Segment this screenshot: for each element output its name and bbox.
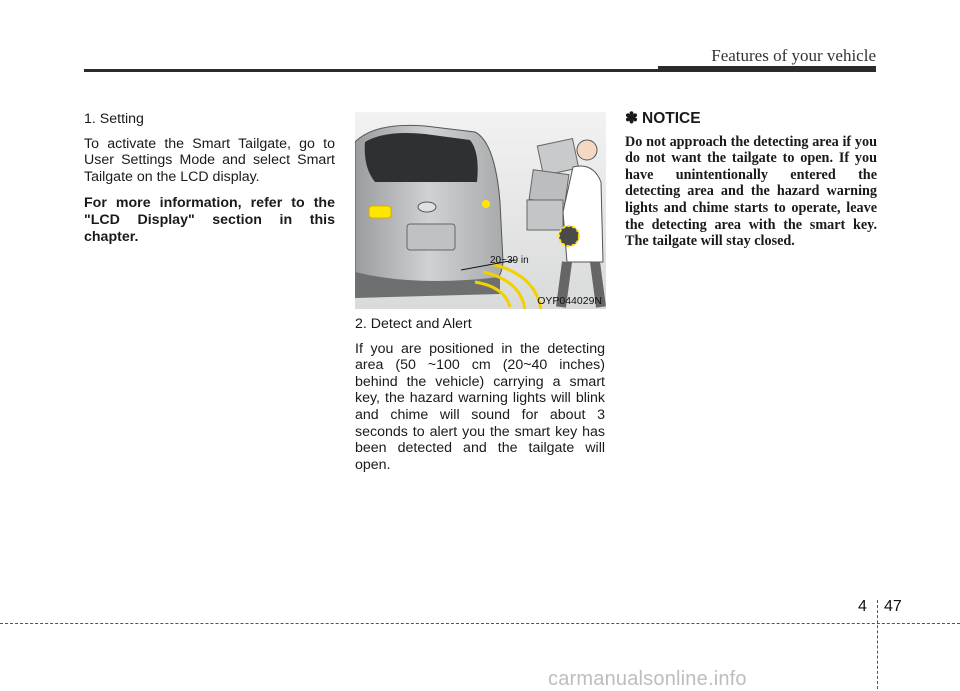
box-middle: [529, 170, 569, 205]
figure-code: OYP044029N: [537, 295, 602, 307]
person-head: [577, 140, 597, 160]
smart-key-signal: [559, 226, 579, 246]
emblem: [418, 202, 436, 212]
illustration-svg: [355, 112, 606, 309]
running-header: Features of your vehicle: [711, 46, 876, 65]
license-plate: [407, 224, 455, 250]
watermark: carmanualsonline.info: [548, 668, 747, 690]
rear-window: [365, 133, 478, 182]
tail-light-left: [369, 206, 391, 218]
more-info-text: For more information, refer to the "LCD Display" section in this chapter.: [84, 195, 335, 245]
smart-tailgate-illustration: [355, 112, 606, 309]
footer-divider: [877, 600, 878, 689]
setting-text: To activate the Smart Tailgate, go to User Settings Mode and select Smart Tailgate on the LCD display.: [84, 135, 335, 185]
page-number: 47: [884, 598, 902, 615]
notice-asterisk-icon: ✽: [625, 110, 638, 127]
header-rule-accent: [658, 66, 876, 72]
footer-rule: [0, 623, 960, 624]
detect-heading: 2. Detect and Alert: [355, 316, 472, 332]
chapter-number: 4: [858, 598, 867, 615]
setting-heading: 1. Setting: [84, 111, 144, 127]
distance-label: 20~39 in: [490, 255, 529, 266]
column-right: [625, 111, 877, 260]
column-middle: [355, 316, 605, 483]
notice-heading-label: NOTICE: [642, 110, 701, 127]
notice-text: Do not approach the detecting area if you do not want the tailgate to open. If you have unintentionally entered the detecting area and the hazard warning lights and chime starts to operate, leave the detecting area with the smart key. The tailgate will stay closed.: [625, 133, 877, 250]
detect-text: If you are positioned in the detecting area (50 ~100 cm (20~40 inches) behind the vehicle) carrying a smart key, the hazard warning lights will blink and chime will sound for about 3 seconds to alert you the smart key has been detected and the tailgate will open.: [355, 340, 605, 473]
column-left: [84, 111, 335, 255]
tail-light-right: [482, 200, 490, 208]
box-bottom: [527, 200, 563, 230]
notice-heading: [625, 111, 877, 128]
